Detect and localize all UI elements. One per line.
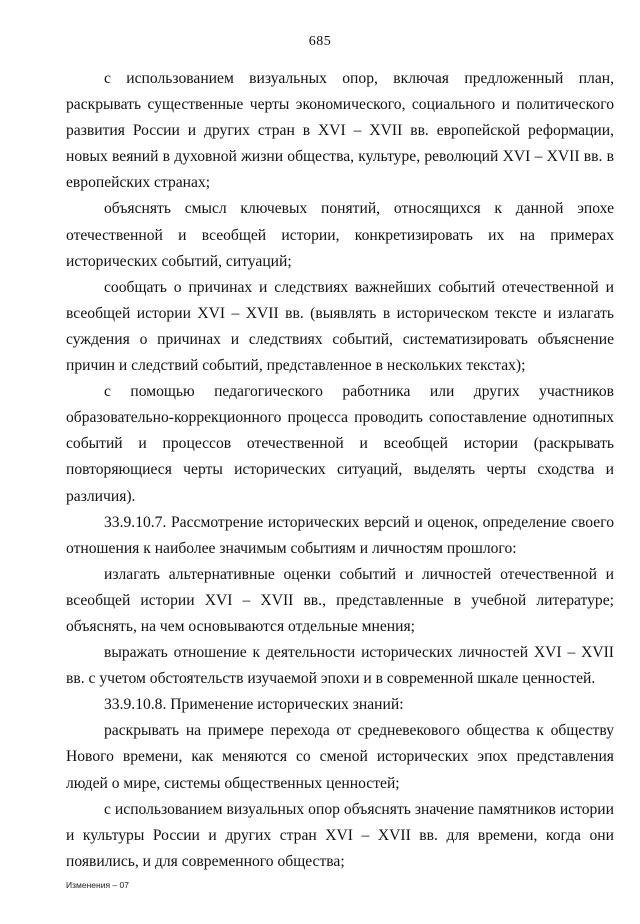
paragraph-causes-and-consequences: сообщать о причинах и следствиях важнейших событий отечественной и всеобщей истории XVI – XVII вв. (выявлять в историческом тексте и излагать суждения о причинах и следствиях событий, систематизировать объяснение причин и следствий событий, представленное в нескольких текстах); [66, 278, 614, 375]
section-33-9-10-8-heading: 33.9.10.8. Применение исторических знаний: [104, 696, 404, 714]
paragraph-visual-supports-development: с использованием визуальных опор, включая предложенный план, раскрывать существенные черты экономического, социального и политического развития России и других стран в XVI – XVII вв. европейской реформации, новых веяний в духовной жизни общества, культуре, революций XVI – XVII вв. в европейских странах; [66, 70, 614, 192]
paragraph-transition-new-time: раскрывать на примере перехода от средневекового общества к обществу Нового времени, как меняются со сменой исторических эпох представления людей о мире, системы общественных ценностей; [66, 722, 614, 792]
paragraph-attitude-to-personalities: выражать отношение к деятельности исторических личностей XVI – XVII вв. с учетом обстоятельств изучаемой эпохи и в современной шкале ценностей. [66, 644, 614, 688]
page-number: 685 [308, 34, 332, 49]
paragraph-alternative-assessments: излагать альтернативные оценки событий и личностей отечественной и всеобщей истории XVI – XVII вв., представленные в учебной литературе; объяснять, на чем основываются отдельные мнения; [66, 565, 614, 635]
paragraph-explain-key-concepts: объяснять смысл ключевых понятий, относящихся к данной эпохе отечественной и всеобщей истории, конкретизировать их на примерах исторических событий, ситуаций; [66, 200, 614, 270]
footer-revision-note: Изменения – 07 [66, 880, 129, 890]
section-33-9-10-7-heading: 33.9.10.7. Рассмотрение исторических версий и оценок, определение своего отношения к наиболее значимым событиям и личностям прошлого: [66, 513, 614, 557]
body-text [66, 66, 614, 875]
paragraph-compare-events: с помощью педагогического работника или других участников образовательно-коррекционного процесса проводить сопоставление однотипных событий и процессов отечественной и всеобщей истории (раскрывать повторяющиеся черты исторических ситуаций, выделять черты сходства и различия). [66, 383, 614, 505]
paragraph-monuments-significance: с использованием визуальных опор объяснять значение памятников истории и культуры России и других стран XVI – XVII вв. для времени, когда они появились, и для современного общества; [66, 800, 614, 870]
